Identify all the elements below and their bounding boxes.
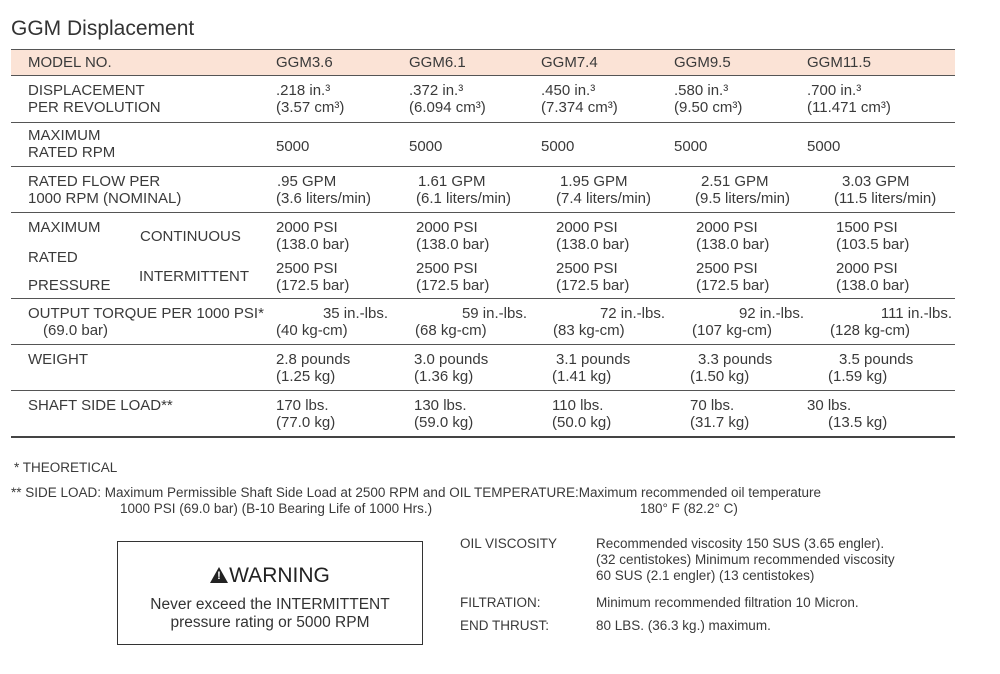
intermittent-pressure-cell: 2500 PSI (172.5 bar) [556,260,630,294]
footnote-side-load-continued: 1000 PSI (69.0 bar) (B-10 Bearing Life of 1000 Hrs.) [120,501,433,516]
shaft-load-cell: 170 lbs. (77.0 kg) [276,397,336,431]
row-label-pressure-maximum: MAXIMUM [28,219,101,236]
warning-text: Never exceed the INTERMITTENT pressure rating or 5000 RPM [150,596,390,631]
end-thrust-label: END THRUST: [460,618,550,633]
row-label-pressure: PRESSURE [28,277,111,294]
rpm-cell: 5000 [276,138,310,155]
displacement-cell: .700 in.³ (11.471 cm³) [807,82,891,116]
torque-cell: 92 in.-lbs. (107 kg-cm) [692,305,804,339]
continuous-pressure-cell: 2000 PSI (138.0 bar) [556,219,630,253]
warning-box [117,541,423,645]
warning-triangle-icon [210,567,228,583]
row-label-displacement: DISPLACEMENT PER REVOLUTION [28,82,161,116]
flow-cell: 1.95 GPM (7.4 liters/min) [556,173,652,207]
footnote-oil-temperature-value: 180° F (82.2° C) [640,501,738,516]
shaft-load-cell: 30 lbs. (13.5 kg) [807,397,888,431]
intermittent-pressure-cell: 2500 PSI (172.5 bar) [276,260,350,294]
intermittent-pressure-cell: 2500 PSI (172.5 bar) [696,260,770,294]
weight-cell: 2.8 pounds (1.25 kg) [276,351,351,385]
torque-cell: 35 in.-lbs. (40 kg-cm) [276,305,388,339]
row-rule [11,298,955,299]
row-rule [11,122,955,123]
displacement-cell: .450 in.³ (7.374 cm³) [541,82,618,116]
row-label-weight: WEIGHT [28,351,88,368]
continuous-label: CONTINUOUS [140,228,241,245]
intermittent-pressure-cell: 2500 PSI (172.5 bar) [416,260,490,294]
intermittent-label: INTERMITTENT [139,268,249,285]
header-model-ggm3-6: GGM3.6 [276,54,333,71]
weight-cell: 3.3 pounds (1.50 kg) [690,351,773,385]
header-model-ggm11-5: GGM11.5 [807,54,871,71]
weight-cell: 3.5 pounds (1.59 kg) [828,351,914,385]
oil-viscosity-value: Recommended viscosity 150 SUS (3.65 engler). (32 centistokes) Minimum recommended viscosity 60 SUS (2.1 engler) (13 centistokes) [596,536,895,583]
continuous-pressure-cell: 2000 PSI (138.0 bar) [276,219,350,253]
row-label-pressure-rated: RATED [28,249,78,266]
shaft-load-cell: 110 lbs. (50.0 kg) [552,397,612,431]
continuous-pressure-cell: 2000 PSI (138.0 bar) [416,219,490,253]
continuous-pressure-cell: 2000 PSI (138.0 bar) [696,219,770,253]
row-rule [11,390,955,391]
header-bottom-rule [11,75,955,76]
row-label-rpm: MAXIMUM RATED RPM [28,127,116,161]
oil-viscosity-label: OIL VISCOSITY [460,536,558,551]
header-model-ggm9-5: GGM9.5 [674,54,731,71]
header-model-ggm6-1: GGM6.1 [409,54,466,71]
displacement-cell: .372 in.³ (6.094 cm³) [409,82,486,116]
row-label-torque: OUTPUT TORQUE PER 1000 PSI* (69.0 bar) [28,305,264,339]
page-title: GGM Displacement [11,17,195,40]
torque-cell: 111 in.-lbs. (128 kg-cm) [830,305,952,339]
row-label-flow: RATED FLOW PER 1000 RPM (NOMINAL) [28,173,182,207]
row-label-shaft-side-load: SHAFT SIDE LOAD** [28,397,173,414]
rpm-cell: 5000 [409,138,443,155]
row-rule [11,212,955,213]
flow-cell: 2.51 GPM (9.5 liters/min) [695,173,791,207]
continuous-pressure-cell: 1500 PSI (103.5 bar) [836,219,910,253]
end-thrust-value: 80 LBS. (36.3 kg.) maximum. [596,618,771,633]
table-bottom-rule [11,436,955,438]
flow-cell: .95 GPM (3.6 liters/min) [276,173,372,207]
header-model-ggm7-4: GGM7.4 [541,54,598,71]
filtration-label: FILTRATION: [460,595,541,610]
rpm-cell: 5000 [807,138,841,155]
footnote-side-load: ** SIDE LOAD: Maximum Permissible Shaft Side Load at 2500 RPM and OIL TEMPERATURE:Maximum recommended oil temperature [11,485,822,500]
displacement-cell: .580 in.³ (9.50 cm³) [674,82,743,116]
shaft-load-cell: 70 lbs. (31.7 kg) [690,397,750,431]
header-model-label: MODEL NO. [28,54,112,71]
footnote-theoretical: * THEORETICAL [14,460,118,475]
shaft-load-cell: 130 lbs. (59.0 kg) [414,397,474,431]
flow-cell: 1.61 GPM (6.1 liters/min) [416,173,512,207]
filtration-value: Minimum recommended filtration 10 Micron. [596,595,859,610]
torque-cell: 59 in.-lbs. (68 kg-cm) [415,305,527,339]
rpm-cell: 5000 [674,138,708,155]
displacement-cell: .218 in.³ (3.57 cm³) [276,82,345,116]
rpm-cell: 5000 [541,138,575,155]
intermittent-pressure-cell: 2000 PSI (138.0 bar) [836,260,910,294]
weight-cell: 3.1 pounds (1.41 kg) [552,351,631,385]
row-rule [11,166,955,167]
flow-cell: 3.03 GPM (11.5 liters/min) [834,173,937,207]
weight-cell: 3.0 pounds (1.36 kg) [414,351,489,385]
row-rule [11,344,955,345]
torque-cell: 72 in.-lbs. (83 kg-cm) [553,305,665,339]
warning-title: !WARNING [118,564,422,588]
